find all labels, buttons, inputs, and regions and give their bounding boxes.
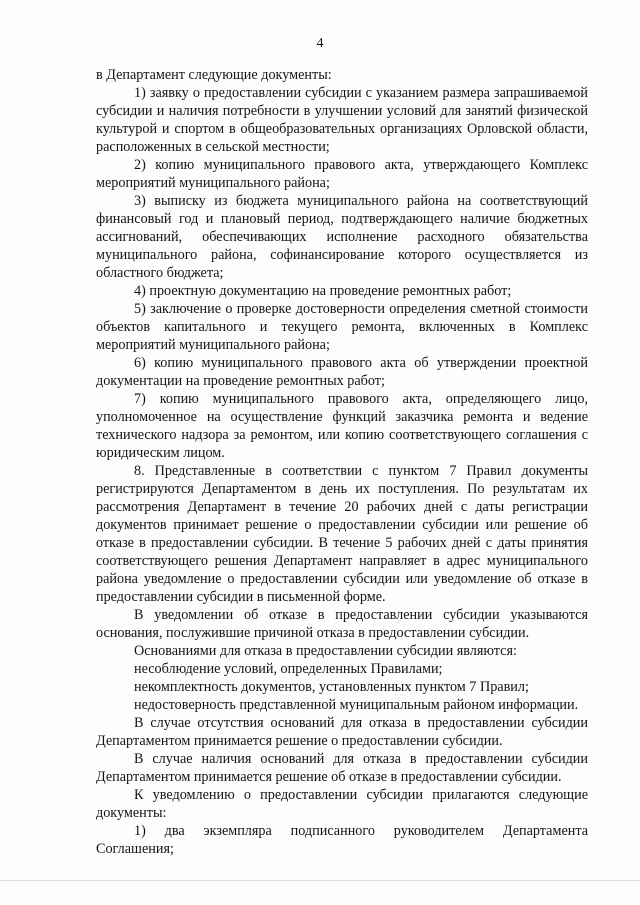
paragraph-attachment-1: 1) два экземпляра подписанного руководителем Департамента Соглашения; xyxy=(96,823,588,857)
paragraph-item-6: 6) копию муниципального правового акта об утверждении проектной документации на проведение ремонтных работ; xyxy=(96,355,588,389)
paragraph-ground-1: несоблюдение условий, определенных Правилами; xyxy=(134,661,443,677)
paragraph-grounds-present: В случае наличия оснований для отказа в предоставлении субсидии Департаментом принимается решение об отказе в предоставлении субсидии. xyxy=(96,751,588,785)
paragraph-refusal-notice: В уведомлении об отказе в предоставлении субсидии указываются основания, послужившие причиной отказа в предоставлении субсидии. xyxy=(96,607,588,641)
paragraph-item-3: 3) выписку из бюджета муниципального района на соответствующий финансовый год и плановый период, подтверждающего наличие бюджетных ассигнований, обеспечивающих исполнение расходного обязательства муниципального района, софинансирование которого осуществляется из областного бюджета; xyxy=(96,193,588,281)
document-body xyxy=(96,66,588,858)
paragraph-item-4: 4) проектную документацию на проведение ремонтных работ; xyxy=(134,283,512,299)
paragraph-item-7: 7) копию муниципального правового акта, определяющего лицо, уполномоченное на осуществление функций заказчика ремонта и ведение технического надзора за ремонтом, или копию соответствующего соглашения с юридическим лицом. xyxy=(96,391,588,461)
paragraph-no-grounds: В случае отсутствия оснований для отказа в предоставлении субсидии Департаментом принимается решение о предоставлении субсидии. xyxy=(96,715,588,749)
paragraph-attachments: К уведомлению о предоставлении субсидии прилагаются следующие документы: xyxy=(96,787,588,821)
paragraph-item-1: 1) заявку о предоставлении субсидии с указанием размера запрашиваемой субсидии и наличия потребности в улучшении условий для занятий физической культурой и спортом в общеобразовательных организациях Орловской области, расположенных в сельской местности; xyxy=(96,85,588,155)
paragraph-item-5: 5) заключение о проверке достоверности определения сметной стоимости объектов капитального и текущего ремонта, включенных в Комплекс мероприятий муниципального района; xyxy=(96,301,588,353)
page-number: 4 xyxy=(316,36,324,51)
paragraph-ground-3: недостоверность представленной муниципальным районом информации. xyxy=(134,697,579,713)
paragraph-item-2: 2) копию муниципального правового акта, утверждающего Комплекс мероприятий муниципального района; xyxy=(96,157,588,191)
paragraph-intro: в Департамент следующие документы: xyxy=(96,67,332,83)
paragraph-ground-2: некомплектность документов, установленных пунктом 7 Правил; xyxy=(134,679,529,695)
page-bottom-edge xyxy=(0,880,640,881)
paragraph-refusal-grounds: Основаниями для отказа в предоставлении субсидии являются: xyxy=(134,643,517,659)
paragraph-section-8: 8. Представленные в соответствии с пунктом 7 Правил документы регистрируются Департаментом в день их поступления. По результатам их рассмотрения Департамент в течение 20 рабочих дней с даты регистрации документов принимает решение о предоставлении субсидии или решение об отказе в предоставлении субсидии. В течение 5 рабочих дней с даты принятия соответствующего решения Департамент направляет в адрес муниципального района уведомление о предоставлении субсидии или уведомление об отказе в предоставлении субсидии в письменной форме. xyxy=(96,463,588,605)
